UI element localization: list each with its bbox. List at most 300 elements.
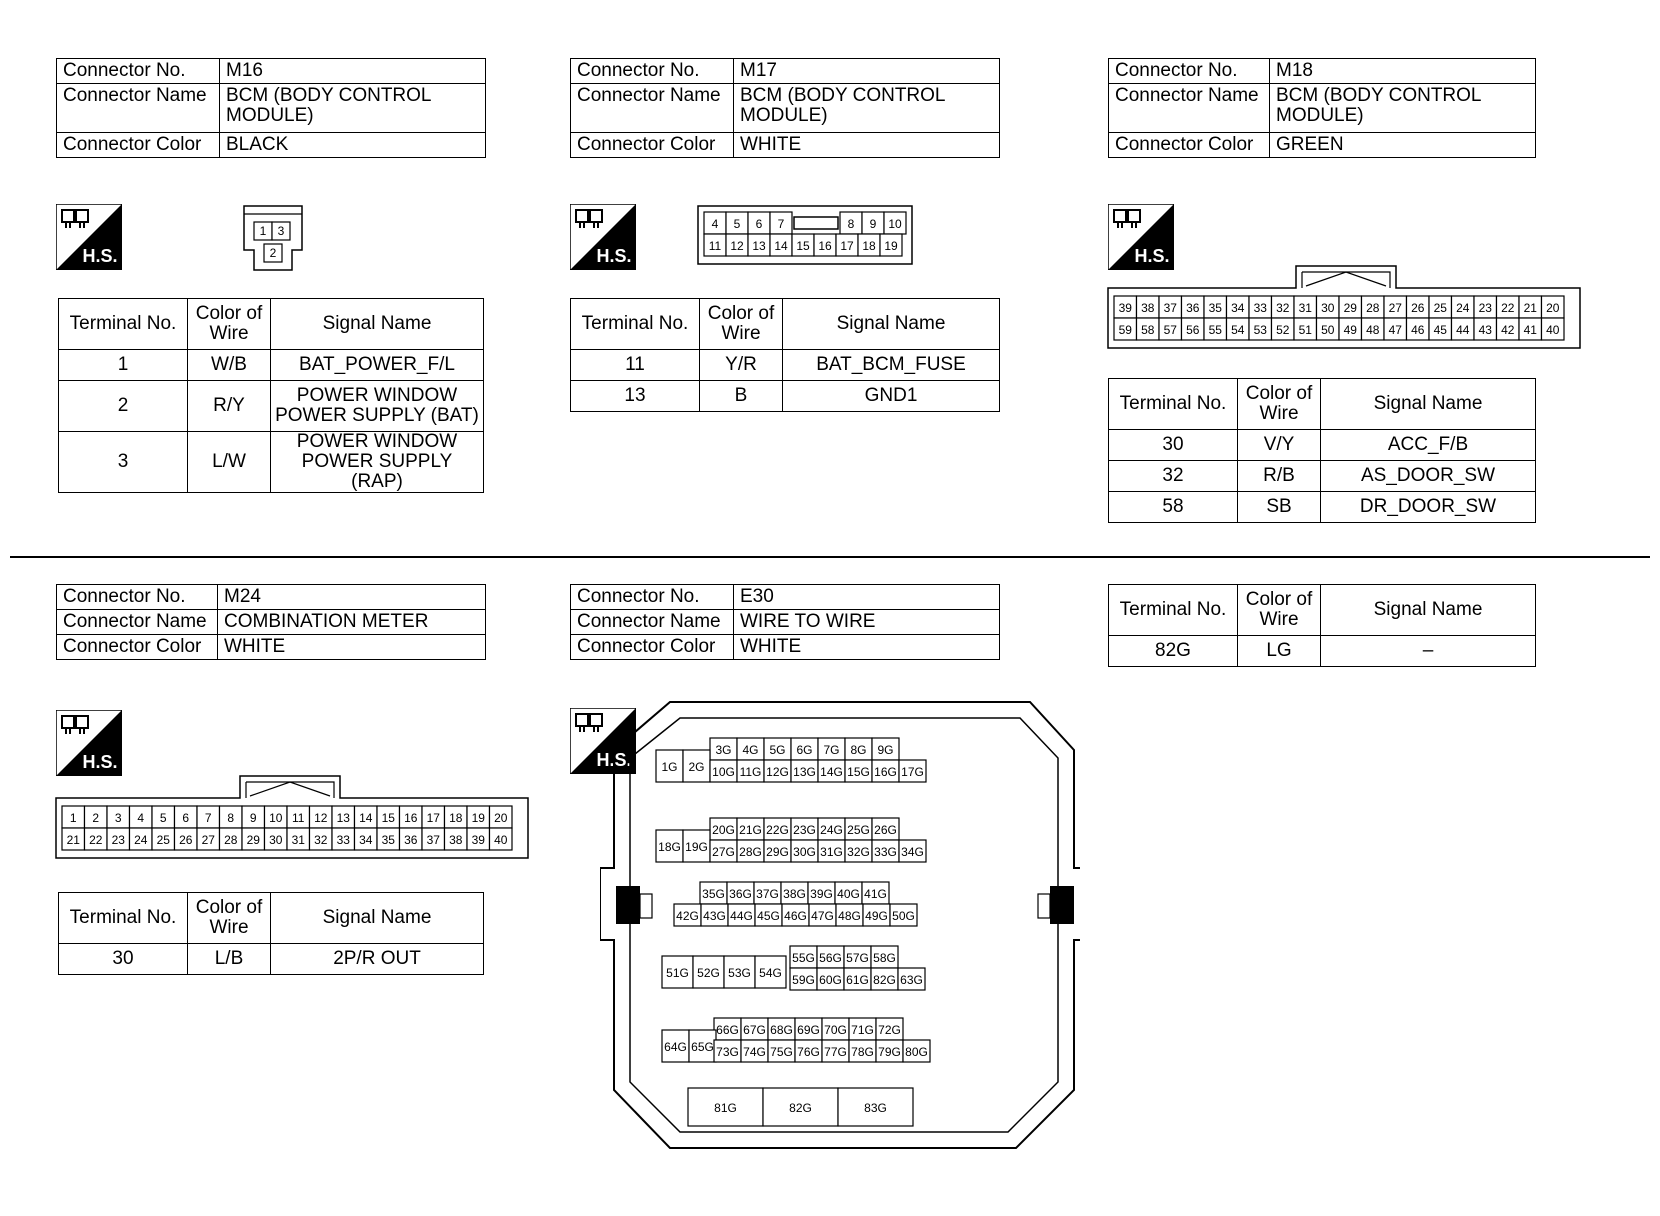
connector-name-label: Connector Name (571, 84, 734, 133)
terminal-cell: 82G (1109, 636, 1238, 667)
svg-text:36G: 36G (729, 887, 752, 901)
terminal-pin (152, 828, 175, 850)
terminal-pin (1227, 296, 1250, 318)
svg-text:5: 5 (733, 217, 741, 231)
svg-text:82G: 82G (789, 1101, 812, 1115)
terminal-pin (355, 806, 378, 828)
terminal-pin (693, 956, 724, 988)
terminal-pin (791, 840, 818, 862)
harness-side-icon (56, 710, 122, 776)
svg-text:27: 27 (201, 833, 215, 847)
svg-text:39: 39 (1118, 301, 1132, 315)
svg-text:4G: 4G (742, 743, 759, 757)
signal-name-header: Signal Name (1321, 585, 1536, 636)
m24-signal-table (58, 892, 484, 975)
svg-text:19G: 19G (685, 840, 708, 854)
m16-info-table (56, 58, 486, 158)
svg-text:67G: 67G (743, 1023, 766, 1037)
terminal-pin (845, 818, 872, 840)
svg-text:79G: 79G (878, 1045, 901, 1059)
terminal-pin (1497, 296, 1520, 318)
connector-no-label: Connector No. (1109, 59, 1270, 84)
terminal-pin (1362, 296, 1385, 318)
svg-text:37: 37 (1163, 301, 1177, 315)
svg-text:29: 29 (246, 833, 260, 847)
terminal-pin (1249, 318, 1272, 340)
svg-text:28: 28 (224, 833, 238, 847)
svg-text:9: 9 (249, 811, 257, 825)
svg-text:10: 10 (888, 217, 902, 231)
svg-text:32: 32 (314, 833, 328, 847)
svg-text:35: 35 (1208, 301, 1222, 315)
terminal-pin (818, 760, 845, 782)
svg-text:20: 20 (1546, 301, 1560, 315)
connector-name-label: Connector Name (571, 610, 734, 635)
svg-text:25: 25 (156, 833, 170, 847)
terminal-pin (467, 828, 490, 850)
terminal-pin (490, 806, 513, 828)
svg-text:74G: 74G (743, 1045, 766, 1059)
terminal-cell: 1 (59, 350, 188, 381)
svg-text:17: 17 (840, 239, 854, 253)
connector-no-value: M17 (734, 59, 1000, 84)
terminal-pin (849, 1040, 876, 1062)
terminal-pin (130, 828, 153, 850)
terminal-pin (871, 968, 898, 990)
terminal-pin (791, 818, 818, 840)
terminal-pin (445, 806, 468, 828)
terminal-pin (1317, 318, 1340, 340)
terminal-pin (714, 1018, 741, 1040)
terminal-pin (1452, 318, 1475, 340)
terminal-pin (792, 234, 814, 256)
terminal-pin (107, 828, 130, 850)
svg-text:4: 4 (711, 217, 719, 231)
color-of-wire-header: Color of Wire (1238, 379, 1321, 430)
svg-text:5G: 5G (769, 743, 786, 757)
terminal-pin (152, 806, 175, 828)
color-of-wire-header: Color of Wire (188, 299, 271, 350)
terminal-pin (724, 956, 755, 988)
svg-text:32G: 32G (847, 845, 870, 859)
terminal-pin (287, 806, 310, 828)
m18-connector-face (1106, 262, 1584, 352)
terminal-pin (445, 828, 468, 850)
terminal-pin (737, 818, 764, 840)
connector-color-label: Connector Color (1109, 133, 1270, 158)
terminal-pin (714, 1040, 741, 1062)
svg-text:35: 35 (381, 833, 395, 847)
terminal-pin (1362, 318, 1385, 340)
svg-text:19: 19 (471, 811, 485, 825)
svg-text:12: 12 (730, 239, 744, 253)
connector-color-label: Connector Color (57, 635, 218, 660)
terminal-pin (862, 212, 884, 234)
terminal-pin (1429, 318, 1452, 340)
terminal-pin (755, 904, 782, 926)
svg-text:23G: 23G (793, 823, 816, 837)
svg-text:47G: 47G (811, 909, 834, 923)
terminal-pin (1339, 296, 1362, 318)
terminal-pin (884, 212, 906, 234)
terminal-pin (845, 760, 872, 782)
svg-text:6G: 6G (796, 743, 813, 757)
wire-cell: Y/R (700, 350, 783, 381)
svg-text:24: 24 (134, 833, 148, 847)
connector-name-label: Connector Name (57, 610, 218, 635)
svg-text:28G: 28G (739, 845, 762, 859)
connector-name-line2: MODULE) (740, 105, 828, 126)
terminal-pin (764, 818, 791, 840)
terminal-pin (377, 806, 400, 828)
terminal-pin (62, 828, 85, 850)
terminal-pin (741, 1040, 768, 1062)
svg-text:83G: 83G (864, 1101, 887, 1115)
svg-text:29: 29 (1343, 301, 1357, 315)
svg-text:66G: 66G (716, 1023, 739, 1037)
svg-text:2: 2 (92, 811, 100, 825)
terminal-pin (768, 1040, 795, 1062)
terminal-pin (899, 760, 926, 782)
svg-text:30: 30 (1321, 301, 1335, 315)
svg-text:47: 47 (1388, 323, 1402, 337)
svg-text:42G: 42G (676, 909, 699, 923)
svg-text:63G: 63G (900, 973, 923, 987)
terminal-pin (845, 738, 872, 760)
svg-text:13: 13 (752, 239, 766, 253)
terminal-pin (710, 760, 737, 782)
terminal-cell: 58 (1109, 492, 1238, 523)
terminal-pin (355, 828, 378, 850)
terminal-pin (836, 234, 858, 256)
svg-text:52G: 52G (697, 966, 720, 980)
terminal-pin (242, 806, 265, 828)
terminal-pin (898, 968, 925, 990)
svg-text:11: 11 (708, 239, 722, 253)
svg-text:80G: 80G (905, 1045, 928, 1059)
terminal-pin (310, 828, 333, 850)
terminal-pin (1227, 318, 1250, 340)
wire-cell: V/Y (1238, 430, 1321, 461)
svg-text:57G: 57G (846, 951, 869, 965)
e30-connector-face (600, 700, 1080, 1160)
svg-text:43G: 43G (703, 909, 726, 923)
svg-text:60G: 60G (819, 973, 842, 987)
terminal-pin (748, 212, 770, 234)
svg-text:22G: 22G (766, 823, 789, 837)
terminal-pin (835, 882, 862, 904)
svg-text:57: 57 (1163, 323, 1177, 337)
svg-text:25G: 25G (847, 823, 870, 837)
svg-text:33: 33 (1253, 301, 1267, 315)
terminal-cell: 32 (1109, 461, 1238, 492)
terminal-pin (755, 956, 786, 988)
terminal-pin (770, 212, 792, 234)
terminal-pin (710, 840, 737, 862)
svg-text:33G: 33G (874, 845, 897, 859)
svg-text:42: 42 (1501, 323, 1515, 337)
connector-color-value: BLACK (220, 133, 486, 158)
terminal-pin (880, 234, 902, 256)
terminal-pin (689, 1030, 716, 1062)
svg-text:40G: 40G (837, 887, 860, 901)
svg-text:7G: 7G (823, 743, 840, 757)
terminal-pin (1384, 318, 1407, 340)
svg-text:40: 40 (1546, 323, 1560, 337)
svg-text:21G: 21G (739, 823, 762, 837)
terminal-pin (1294, 296, 1317, 318)
terminal-pin (1407, 318, 1430, 340)
svg-text:19: 19 (884, 239, 898, 253)
m17-signal-table (570, 298, 1000, 412)
terminal-pin (85, 806, 108, 828)
svg-text:73G: 73G (716, 1045, 739, 1059)
svg-text:56G: 56G (819, 951, 842, 965)
wire-cell: L/W (188, 432, 271, 493)
svg-text:26G: 26G (874, 823, 897, 837)
terminal-pin (422, 806, 445, 828)
wire-cell: W/B (188, 350, 271, 381)
terminal-cell: 11 (571, 350, 700, 381)
terminal-pin (1114, 318, 1137, 340)
terminal-pin (175, 806, 198, 828)
signal-cell: BAT_POWER_F/L (271, 350, 484, 381)
svg-text:50G: 50G (892, 909, 915, 923)
svg-text:H.S.: H.S. (596, 246, 632, 266)
svg-text:20: 20 (494, 811, 508, 825)
svg-text:13: 13 (336, 811, 350, 825)
terminal-pin (467, 806, 490, 828)
terminal-pin (1452, 296, 1475, 318)
terminal-pin (863, 904, 890, 926)
svg-text:6: 6 (182, 811, 190, 825)
terminal-pin (818, 818, 845, 840)
svg-text:22: 22 (89, 833, 103, 847)
svg-text:44G: 44G (730, 909, 753, 923)
terminal-no-header: Terminal No. (1109, 585, 1238, 636)
terminal-pin (790, 968, 817, 990)
terminal-pin (845, 840, 872, 862)
svg-text:31G: 31G (820, 845, 843, 859)
m24-info-table (56, 584, 486, 660)
svg-text:3G: 3G (715, 743, 732, 757)
svg-text:3: 3 (277, 224, 285, 238)
connector-color-value: GREEN (1270, 133, 1536, 158)
signal-cell: POWER WINDOW POWER SUPPLY (RAP) (271, 432, 484, 493)
svg-text:54G: 54G (759, 966, 782, 980)
svg-text:72G: 72G (878, 1023, 901, 1037)
connector-no-label: Connector No. (57, 585, 218, 610)
terminal-pin (1474, 296, 1497, 318)
svg-text:29G: 29G (766, 845, 789, 859)
svg-text:21: 21 (66, 833, 80, 847)
wire-cell: L/B (188, 944, 271, 975)
terminal-pin (656, 750, 683, 782)
svg-text:35G: 35G (702, 887, 725, 901)
signal-cell: BAT_BCM_FUSE (783, 350, 1000, 381)
svg-text:25: 25 (1433, 301, 1447, 315)
signal-cell: AS_DOOR_SW (1321, 461, 1536, 492)
terminal-pin (377, 828, 400, 850)
terminal-pin (817, 946, 844, 968)
terminal-pin (422, 828, 445, 850)
terminal-pin (809, 904, 836, 926)
terminal-pin (818, 738, 845, 760)
terminal-pin (1114, 296, 1137, 318)
svg-text:55G: 55G (792, 951, 815, 965)
terminal-pin (754, 882, 781, 904)
signal-cell: GND1 (783, 381, 1000, 412)
svg-text:8: 8 (847, 217, 855, 231)
svg-text:14: 14 (774, 239, 788, 253)
svg-text:41: 41 (1523, 323, 1537, 337)
connector-name-line1: BCM (BODY CONTROL (1276, 85, 1482, 106)
terminal-pin (728, 904, 755, 926)
terminal-pin (741, 1018, 768, 1040)
terminal-pin (1542, 296, 1565, 318)
terminal-pin (1204, 318, 1227, 340)
m18-signal-table (1108, 378, 1536, 523)
svg-text:16: 16 (404, 811, 418, 825)
svg-text:17G: 17G (901, 765, 924, 779)
signal-cell: 2P/R OUT (271, 944, 484, 975)
terminal-pin (858, 234, 880, 256)
terminal-pin (768, 1018, 795, 1040)
svg-text:24: 24 (1456, 301, 1470, 315)
terminal-pin (872, 760, 899, 782)
svg-text:22: 22 (1501, 301, 1515, 315)
terminal-pin (1407, 296, 1430, 318)
terminal-cell: 3 (59, 432, 188, 493)
m16-signal-table (58, 298, 484, 493)
svg-text:1G: 1G (661, 760, 678, 774)
svg-text:10: 10 (269, 811, 283, 825)
svg-text:14G: 14G (820, 765, 843, 779)
terminal-pin (876, 1018, 903, 1040)
svg-text:18: 18 (449, 811, 463, 825)
svg-text:40: 40 (494, 833, 508, 847)
terminal-pin (862, 882, 889, 904)
svg-text:9: 9 (869, 217, 877, 231)
terminal-pin (790, 946, 817, 968)
terminal-pin (197, 806, 220, 828)
svg-text:28: 28 (1366, 301, 1380, 315)
signal-cell: – (1321, 636, 1536, 667)
terminal-pin (310, 806, 333, 828)
svg-text:34: 34 (1231, 301, 1245, 315)
terminal-pin (1182, 318, 1205, 340)
connector-no-label: Connector No. (571, 59, 734, 84)
terminal-pin (726, 234, 748, 256)
svg-text:7: 7 (204, 811, 212, 825)
connector-no-value: M16 (220, 59, 486, 84)
svg-text:8: 8 (227, 811, 235, 825)
terminal-pin (107, 806, 130, 828)
svg-text:17: 17 (426, 811, 440, 825)
svg-text:38: 38 (449, 833, 463, 847)
terminal-cell: 2 (59, 381, 188, 432)
svg-text:12: 12 (314, 811, 328, 825)
terminal-pin (656, 830, 683, 862)
svg-text:31: 31 (291, 833, 305, 847)
terminal-pin (727, 882, 754, 904)
signal-name-header: Signal Name (271, 893, 484, 944)
terminal-pin (700, 882, 727, 904)
svg-text:43: 43 (1478, 323, 1492, 337)
svg-text:H.S.: H.S. (82, 246, 118, 266)
svg-text:5: 5 (159, 811, 167, 825)
terminal-pin (1519, 318, 1542, 340)
terminal-cell: 30 (59, 944, 188, 975)
svg-text:54: 54 (1231, 323, 1245, 337)
terminal-cell: 30 (1109, 430, 1238, 461)
terminal-pin (1317, 296, 1340, 318)
svg-text:39G: 39G (810, 887, 833, 901)
svg-text:51G: 51G (666, 966, 689, 980)
terminal-pin (1474, 318, 1497, 340)
harness-side-icon (570, 204, 636, 270)
svg-text:59G: 59G (792, 973, 815, 987)
connector-name-line1: BCM (BODY CONTROL (226, 85, 432, 106)
terminal-pin (770, 234, 792, 256)
wire-cell: B (700, 381, 783, 412)
svg-text:82G: 82G (873, 973, 896, 987)
svg-text:14: 14 (359, 811, 373, 825)
svg-text:9G: 9G (877, 743, 894, 757)
svg-text:6: 6 (755, 217, 763, 231)
terminal-pin (662, 956, 693, 988)
svg-text:48G: 48G (838, 909, 861, 923)
e30-signal-table (1108, 584, 1536, 667)
svg-text:16G: 16G (874, 765, 897, 779)
svg-text:1: 1 (69, 811, 77, 825)
terminal-pin (781, 882, 808, 904)
svg-text:2G: 2G (688, 760, 705, 774)
m24-connector-face (54, 772, 532, 862)
terminal-pin (683, 750, 710, 782)
terminal-pin (795, 1040, 822, 1062)
wire-cell: LG (1238, 636, 1321, 667)
terminal-pin (748, 234, 770, 256)
terminal-pin (704, 212, 726, 234)
m17-connector-face (696, 204, 916, 266)
harness-side-icon (1108, 204, 1174, 270)
terminal-pin (490, 828, 513, 850)
terminal-pin (1272, 318, 1295, 340)
terminal-pin (726, 212, 748, 234)
terminal-pin (817, 968, 844, 990)
svg-text:27G: 27G (712, 845, 735, 859)
svg-text:31: 31 (1298, 301, 1312, 315)
svg-text:13G: 13G (793, 765, 816, 779)
svg-text:18: 18 (862, 239, 876, 253)
svg-text:27: 27 (1388, 301, 1402, 315)
m16-connector-face (240, 204, 306, 276)
svg-text:56: 56 (1186, 323, 1200, 337)
terminal-pin (836, 904, 863, 926)
terminal-pin (795, 1018, 822, 1040)
svg-text:H.S.: H.S. (1134, 246, 1170, 266)
signal-cell: ACC_F/B (1321, 430, 1536, 461)
terminal-pin (1519, 296, 1542, 318)
svg-text:76G: 76G (797, 1045, 820, 1059)
svg-text:69G: 69G (797, 1023, 820, 1037)
terminal-no-header: Terminal No. (59, 299, 188, 350)
svg-text:30: 30 (269, 833, 283, 847)
connector-color-label: Connector Color (571, 635, 734, 660)
svg-text:12G: 12G (766, 765, 789, 779)
connector-name-line2: MODULE) (1276, 105, 1364, 126)
